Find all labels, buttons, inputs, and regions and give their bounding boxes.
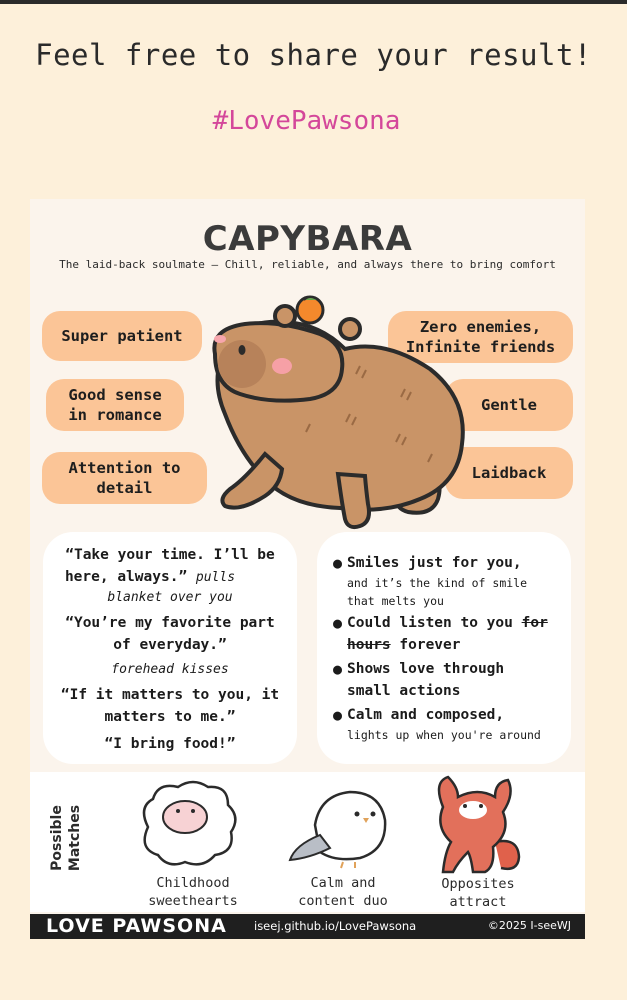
top-bar — [0, 0, 627, 4]
quote-4: “I bring food!” — [104, 736, 236, 752]
sheep-icon — [133, 777, 243, 872]
trait-laidback: Laidback — [445, 447, 573, 499]
trait-attention-to-detail: Attention to detail — [42, 452, 207, 504]
capybara-illustration — [170, 294, 470, 534]
quote-1-action-cont: blanket over you — [107, 590, 233, 605]
brand-logo: LOVE PAWSONA — [46, 915, 227, 937]
copyright-text: ©2025 I-seeWJ — [487, 919, 571, 932]
quote-2-line1: “You’re my favorite part — [65, 615, 275, 631]
match-childhood-sweethearts: Childhood sweethearts — [148, 875, 238, 909]
quote-3-line1: “If it matters to you, it — [60, 687, 280, 703]
possible-matches-label: Possible Matches — [49, 804, 83, 872]
quote-3-line2: matters to me.” — [104, 709, 236, 725]
result-card — [30, 199, 585, 939]
trait-super-patient: Super patient — [42, 311, 202, 361]
trait-gentle: Gentle — [445, 379, 573, 431]
match-opposites-attract: Opposites attract — [441, 876, 515, 910]
quote-2-line2: of everyday.” — [113, 637, 227, 653]
quotes-bubble — [43, 532, 297, 764]
share-prompt: Feel free to share your result! — [35, 38, 592, 72]
card-title: CAPYBARA — [202, 219, 413, 259]
orange-icon — [297, 297, 323, 323]
card-subtitle: The laid-back soulmate – Chill, reliable, and always there to bring comfort — [59, 258, 556, 271]
site-url-link[interactable]: iseej.github.io/LovePawsona — [254, 919, 417, 933]
hashtag-link[interactable]: #LovePawsona — [212, 106, 401, 136]
trait-zero-enemies: Zero enemies, Infinite friends — [388, 311, 573, 363]
card-footer — [30, 914, 585, 939]
quote-1-action: pulls — [195, 570, 236, 585]
quote-2-action: forehead kisses — [111, 662, 229, 677]
quote-1-line1: “Take your time. I’ll be — [65, 547, 275, 563]
traits-bubble: ● Smiles just for you, and it’s the kind of smile that melts you ● Could listen to you for hours forever ● Shows love through small actions ● Calm and composed, lights up when you're around — [317, 532, 571, 764]
match-calm-and-content-duo: Calm and content duo — [298, 875, 388, 909]
quote-1-line2: here, always.” pulls — [64, 569, 236, 585]
bird-icon — [285, 780, 395, 870]
trait-good-sense-in-romance: Good sense in romance — [46, 379, 184, 431]
possible-matches-section — [30, 772, 585, 912]
red-panda-icon — [423, 772, 523, 877]
